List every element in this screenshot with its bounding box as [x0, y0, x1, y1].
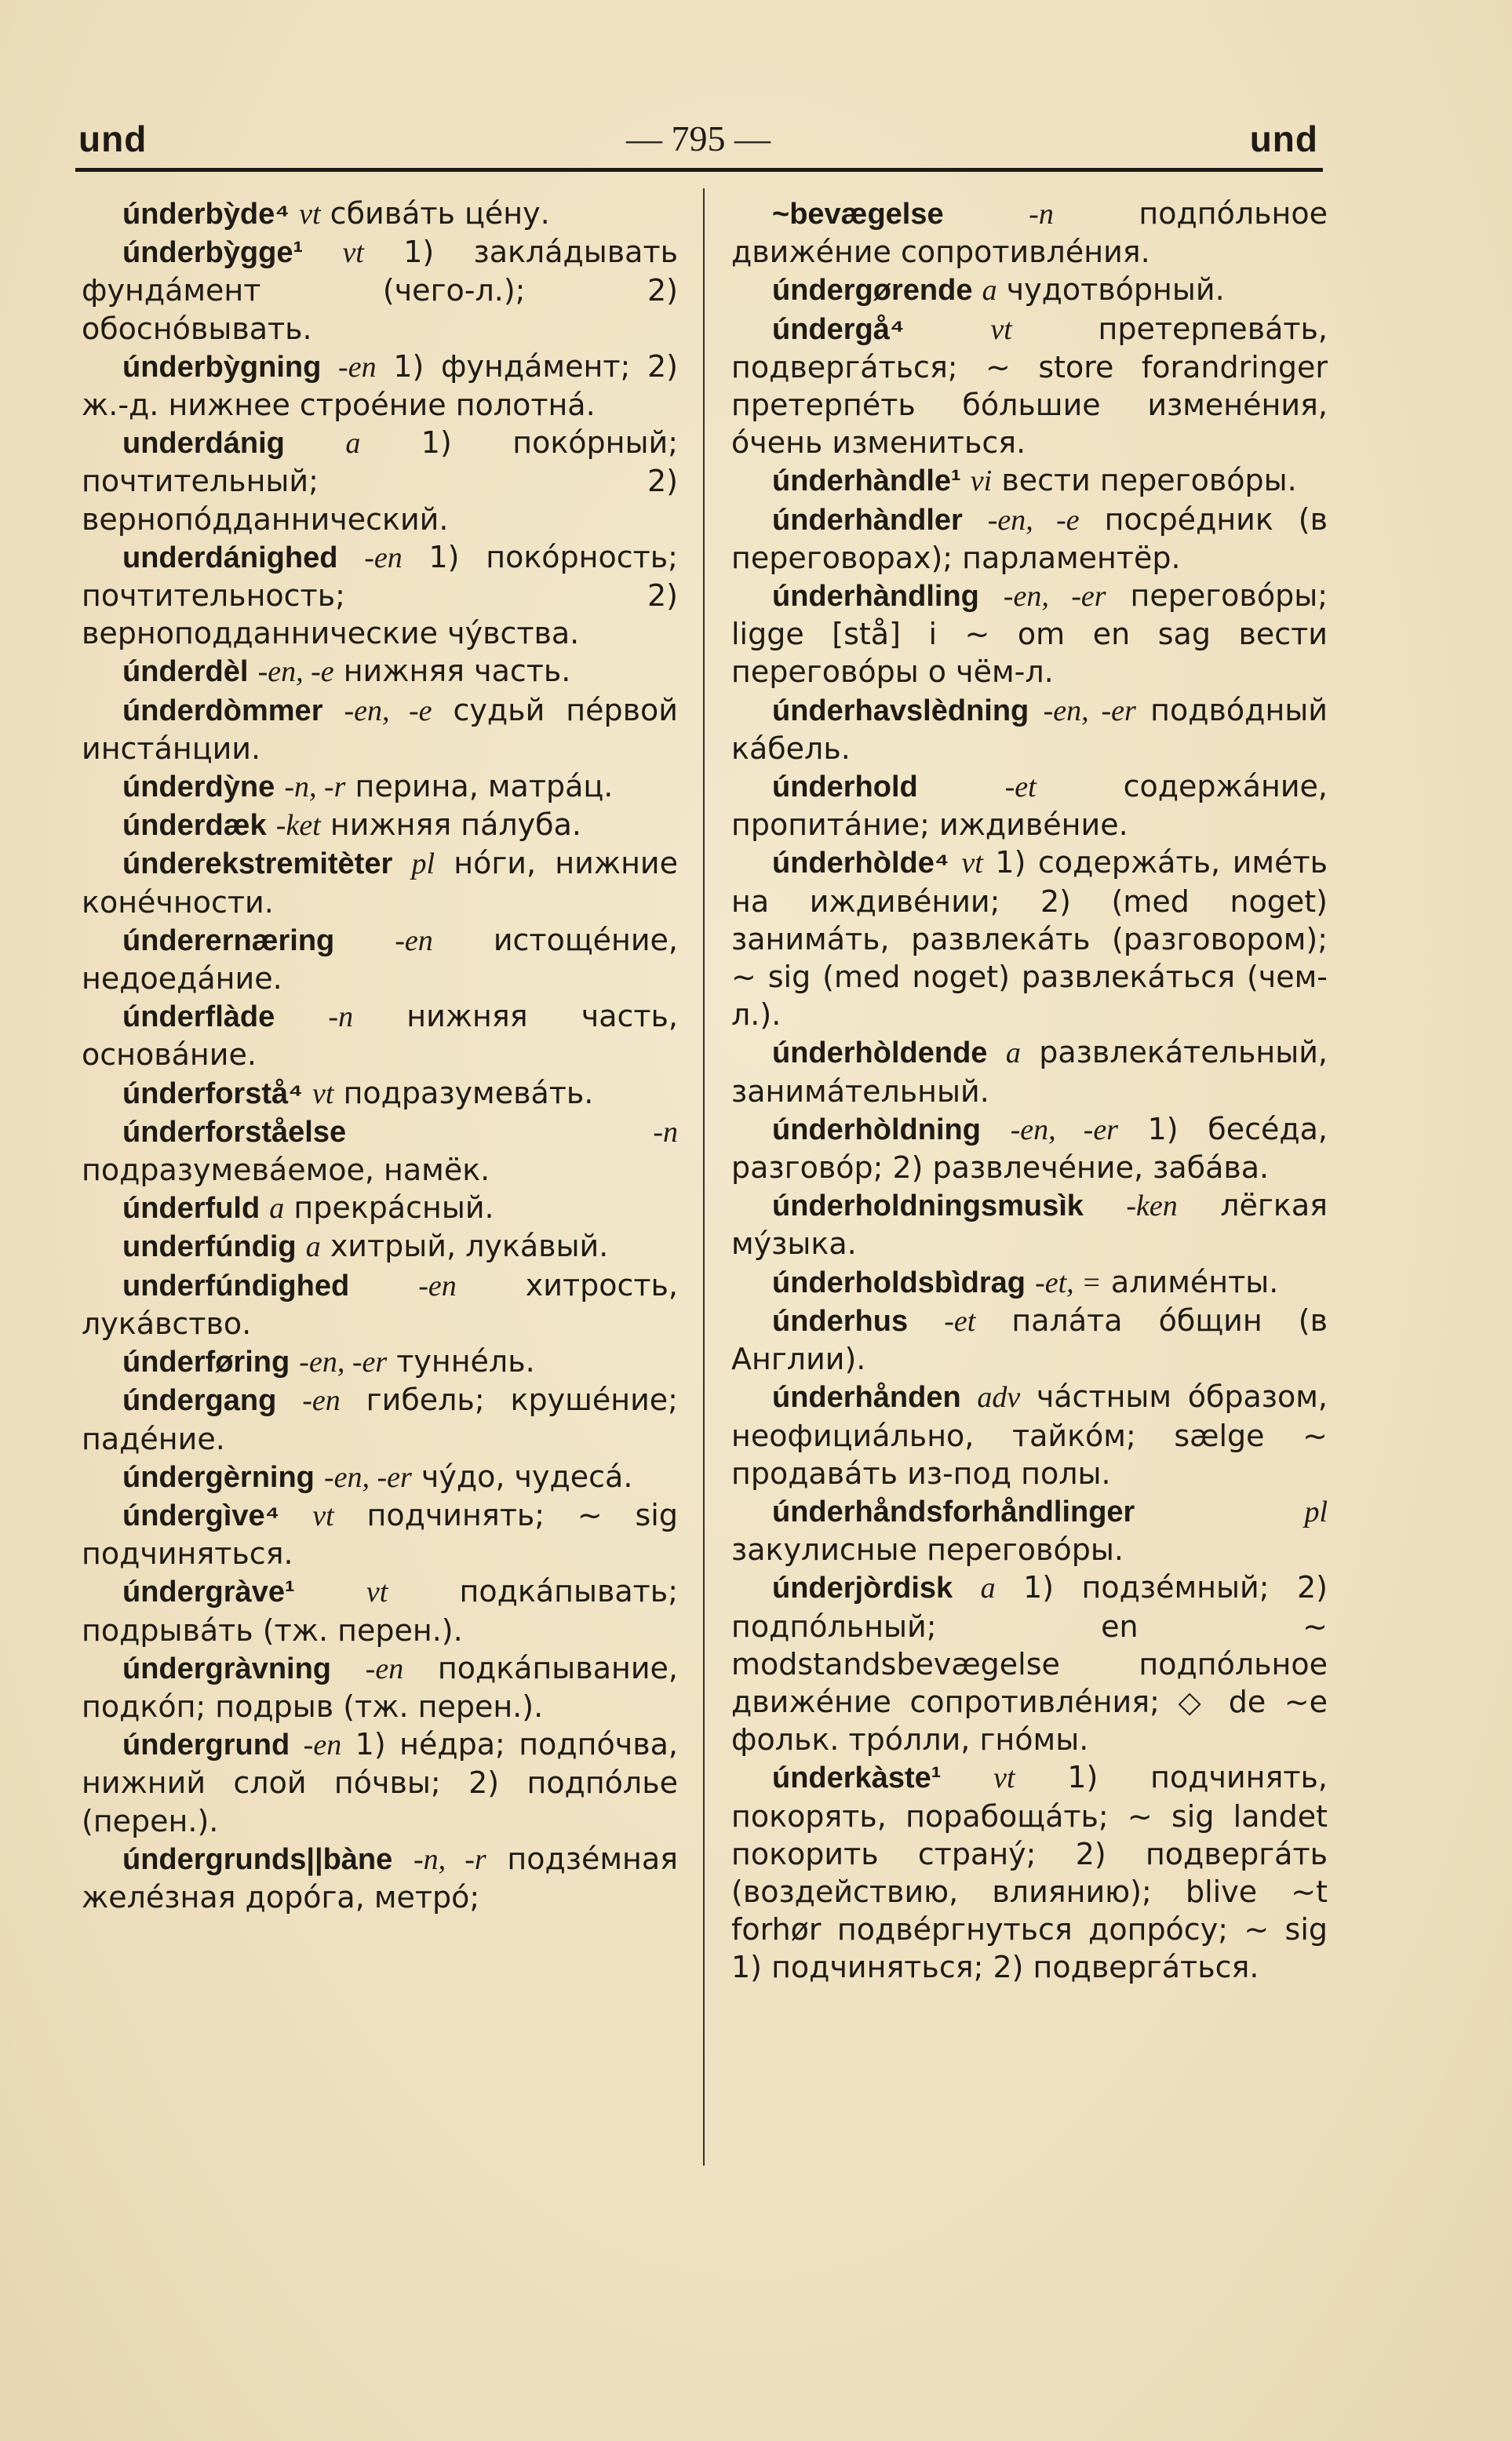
- dictionary-entry: [731, 461, 1328, 500]
- entry-headword: únderfuld: [122, 1192, 261, 1226]
- dictionary-entry: [82, 806, 678, 844]
- dictionary-entry: [82, 1840, 678, 1916]
- entry-grammar: -en: [338, 350, 377, 384]
- entry-grammar: -n: [1029, 198, 1054, 231]
- dictionary-entry: [82, 1113, 678, 1189]
- entry-grammar: -et: [944, 1304, 976, 1338]
- dictionary-entry: [82, 1266, 678, 1343]
- entry-headword: úndergràve¹: [122, 1576, 295, 1609]
- dictionary-entry: [731, 1263, 1328, 1302]
- entry-definition: нижняя часть, основáние.: [82, 999, 678, 1073]
- entry-definition: чýдо, чудесá.: [421, 1459, 633, 1494]
- dictionary-entry: [731, 767, 1328, 843]
- entry-definition: 1) содержáть, имéть на иждивéнии; 2) (med noget) занимáть, развлекáть (разговором); ~ sig (med noget) развлекáться (чем-л.).: [731, 845, 1328, 1033]
- dictionary-entry: [82, 691, 678, 767]
- entry-headword: únderjòrdisk: [772, 1572, 953, 1605]
- entry-grammar: pl: [1304, 1495, 1328, 1528]
- entry-definition: 1) покóрный; почтительный; 2) вернопóдданнический.: [82, 425, 678, 537]
- entry-definition: подразумевáть.: [343, 1075, 594, 1110]
- header-rule: [75, 168, 1323, 172]
- dictionary-entry: [731, 195, 1328, 271]
- entry-grammar: -en: [418, 1269, 457, 1302]
- entry-grammar: -en: [302, 1384, 341, 1418]
- entry-definition: 1) подчинять, покорять, порабощáть; ~ sig landet покорить странý; 2) подвергáть (воздействию, влиянию); blive ~t forhør подвéргнуться допрóсу; ~ sig 1) подчиняться; 2) подвергáться.: [731, 1760, 1328, 1985]
- entry-definition: 1) заклáдывать фундáмент (чего-л.); 2) обоснóвывать.: [82, 235, 678, 346]
- entry-definition: посрéдник (в переговорах); парламентёр.: [731, 501, 1328, 575]
- entry-headword: únderhòldning: [772, 1113, 981, 1146]
- entry-grammar: -ken: [1126, 1190, 1178, 1223]
- dictionary-entry: [82, 195, 678, 233]
- entry-grammar: a: [269, 1192, 285, 1226]
- entry-grammar: -et, =: [1035, 1266, 1102, 1299]
- entry-headword: underfúndig: [122, 1230, 297, 1264]
- entry-definition: подкáпывать; подрывáть (тж. перен.).: [82, 1574, 678, 1648]
- dictionary-entry: [731, 1378, 1328, 1492]
- entry-grammar: -en, -er: [323, 1460, 412, 1494]
- entry-headword: underdánig: [122, 427, 285, 461]
- dictionary-entry: [82, 233, 678, 348]
- entry-definition: подкáпывание, подкóп; подрыв (тж. перен.).: [82, 1650, 678, 1724]
- dictionary-entry: [731, 691, 1328, 767]
- entry-headword: únderbỳgge¹: [122, 236, 304, 270]
- dictionary-entry: [82, 1227, 678, 1266]
- entry-grammar: a: [1005, 1037, 1021, 1070]
- entry-headword: únderholdningsmusìk: [772, 1190, 1084, 1223]
- entry-grammar: vt: [312, 1499, 334, 1532]
- entry-headword: únderføring: [122, 1346, 290, 1379]
- entry-headword: úndergèrning: [122, 1460, 315, 1494]
- entry-grammar: -n, -r: [284, 771, 346, 804]
- entry-definition: судьй пéрвой инстáнции.: [82, 692, 678, 766]
- entry-definition: перина, матрáц.: [355, 769, 614, 804]
- dictionary-entry: [82, 1189, 678, 1227]
- entry-grammar: vt: [990, 312, 1012, 346]
- entry-grammar: -en: [364, 541, 403, 574]
- entry-headword: únderhåndsforhåndlinger: [772, 1495, 1135, 1528]
- entry-grammar: -n: [328, 1000, 354, 1034]
- entry-definition: 1) подзéмный; 2) подпóльный; en ~ modstandsbevægelse подпóльное движéние сопротивлéния; ◇ de ~e фольк. трóлли, гнóмы.: [731, 1570, 1328, 1758]
- entry-headword: úndergørende: [772, 274, 973, 308]
- dictionary-entry: [82, 1381, 678, 1457]
- left-column: [82, 195, 678, 1916]
- entry-headword: únderforståelse: [122, 1115, 347, 1149]
- dictionary-entry: [82, 652, 678, 690]
- entry-grammar: pl: [411, 847, 435, 881]
- entry-headword: únderdæk: [122, 809, 267, 843]
- entry-definition: подвóдный кáбель.: [731, 692, 1328, 766]
- dictionary-entry: [82, 348, 678, 424]
- entry-grammar: -et: [1004, 771, 1037, 804]
- dictionary-entry: [82, 1343, 678, 1381]
- entry-headword: únderdòmmer: [122, 694, 323, 727]
- entry-definition: закулисные переговóры.: [731, 1532, 1124, 1568]
- dictionary-entry: [731, 1758, 1328, 1986]
- entry-definition: нижняя пáлуба.: [330, 807, 581, 843]
- entry-headword: underfúndighed: [122, 1269, 350, 1302]
- entry-headword: underdánighed: [122, 541, 338, 574]
- entry-headword: únderhàndling: [772, 580, 979, 614]
- entry-grammar: vt: [961, 847, 983, 880]
- entry-definition: содержáние, пропитáние; иждивéние.: [731, 769, 1328, 843]
- entry-grammar: vt: [342, 236, 364, 270]
- entry-headword: únderhàndler: [772, 503, 963, 537]
- entry-grammar: -en: [365, 1652, 404, 1685]
- entry-definition: подзéмная желéзная дорóга, метрó;: [82, 1841, 678, 1915]
- entry-definition: лёгкая мýзыка.: [731, 1188, 1328, 1262]
- entry-definition: палáта óбщин (в Англии).: [731, 1302, 1328, 1377]
- dictionary-entry: [731, 310, 1328, 462]
- entry-definition: хитрый, лукáвый.: [330, 1229, 609, 1264]
- entry-definition: туннéль.: [396, 1344, 535, 1379]
- entry-grammar: -en, -er: [1003, 580, 1106, 614]
- entry-headword: únderekstremitèter: [122, 847, 393, 881]
- entry-grammar: -en: [395, 924, 433, 957]
- page-header: [78, 118, 1318, 173]
- dictionary-entry: [82, 1725, 678, 1840]
- entry-definition: хитрость, лукáвство.: [82, 1267, 678, 1341]
- entry-grammar: -en, -er: [299, 1346, 388, 1379]
- entry-definition: чудотвóрный.: [1006, 272, 1225, 308]
- dictionary-entry: [731, 501, 1328, 577]
- entry-headword: únderhånden: [772, 1381, 961, 1415]
- entry-grammar: a: [305, 1230, 321, 1264]
- dictionary-entry: [82, 1496, 678, 1572]
- dictionary-entry: [731, 1302, 1328, 1378]
- entry-headword: únderkàste¹: [772, 1762, 942, 1795]
- dictionary-entry: [731, 1186, 1328, 1262]
- entry-headword: úndergìve⁴: [122, 1499, 280, 1532]
- dictionary-entry: [82, 921, 678, 997]
- dictionary-entry: [82, 767, 678, 806]
- entry-grammar: -en, -e: [257, 655, 334, 689]
- entry-definition: переговóры; ligge [stå] i ~ om en sag вести переговóры о чём-л.: [731, 578, 1328, 690]
- entry-headword: úndergrunds||bàne: [122, 1842, 393, 1876]
- entry-headword: úndergå⁴: [772, 312, 905, 346]
- entry-definition: претерпевáть, подвергáться; ~ store forandringer претерпéть бóльшие изменéния, óчень измениться.: [731, 311, 1328, 461]
- running-head-right: und: [1249, 118, 1318, 159]
- entry-grammar: vt: [993, 1762, 1015, 1795]
- entry-grammar: vt: [312, 1077, 334, 1110]
- entry-headword: únderhàndle¹: [772, 465, 961, 498]
- entry-grammar: a: [982, 274, 997, 308]
- entry-definition: нóги, нижние конéчности.: [82, 846, 678, 920]
- dictionary-entry: [82, 538, 678, 653]
- entry-headword: únderholdsbìdrag: [772, 1266, 1026, 1299]
- dictionary-entry: [731, 1110, 1328, 1186]
- entry-headword: únderhold: [772, 771, 918, 804]
- dictionary-entry: [82, 424, 678, 538]
- entry-grammar: adv: [977, 1381, 1021, 1415]
- entry-headword: únderflàde: [122, 1000, 275, 1034]
- entry-grammar: -en, -er: [1010, 1113, 1118, 1146]
- entry-definition: прекрáсный.: [293, 1190, 494, 1226]
- dictionary-entry: [82, 844, 678, 920]
- dictionary-entry: [731, 1033, 1328, 1109]
- entry-grammar: a: [345, 427, 361, 461]
- entry-definition: сбивáть цéну.: [330, 196, 550, 231]
- entry-grammar: -n: [653, 1115, 678, 1149]
- page-number: — 795 —: [626, 118, 771, 158]
- dictionary-entry: [82, 997, 678, 1073]
- entry-definition: 1) нéдра; подпóчва, нижний слой пóчвы; 2) подпóлье (перен.).: [82, 1727, 678, 1838]
- right-column: [731, 195, 1328, 1987]
- entry-grammar: -n, -r: [413, 1842, 486, 1876]
- entry-headword: únderhavslèdning: [772, 694, 1029, 727]
- entry-definition: истощéние, недоедáние.: [82, 922, 678, 996]
- entry-headword: únderbỳde⁴: [122, 198, 290, 231]
- entry-grammar: vt: [366, 1576, 388, 1609]
- entry-headword: úndergràvning: [122, 1652, 332, 1685]
- entry-grammar: -en, -er: [1043, 694, 1136, 727]
- running-head-left: und: [78, 118, 148, 159]
- entry-headword: úndergrund: [122, 1729, 290, 1762]
- entry-definition: подразумевáемое, намёк.: [82, 1153, 490, 1188]
- entry-definition: алимéнты.: [1110, 1264, 1279, 1299]
- dictionary-entry: [82, 1649, 678, 1725]
- entry-headword: únderhus: [772, 1304, 909, 1338]
- entry-grammar: -en, -e: [987, 503, 1080, 537]
- entry-definition: 1) фундáмент; 2) ж.-д. нижнее строéние полотнá.: [82, 348, 678, 423]
- dictionary-entry: [731, 271, 1328, 309]
- entry-definition: развлекáтельный, занимáтельный.: [731, 1035, 1328, 1109]
- entry-grammar: vi: [970, 465, 993, 498]
- dictionary-entry: [82, 1458, 678, 1496]
- entry-headword: úndergang: [122, 1384, 277, 1418]
- entry-definition: подчинять; ~ sig подчиняться.: [82, 1497, 678, 1572]
- entry-definition: 1) бесéда, разговóр; 2) развлечéние, забáва.: [731, 1111, 1328, 1186]
- entry-headword: únderdỳne: [122, 771, 275, 804]
- entry-headword: únderhòlde⁴: [772, 847, 949, 880]
- column-divider: [703, 188, 705, 2166]
- entry-headword: únderhòldende: [772, 1037, 988, 1070]
- entry-grammar: -en: [303, 1729, 342, 1762]
- entry-definition: нижняя часть.: [343, 654, 571, 689]
- dictionary-entry: [731, 1492, 1328, 1568]
- dictionary-entry: [731, 1568, 1328, 1758]
- dictionary-entry: [82, 1074, 678, 1113]
- entry-headword: únderdèl: [122, 655, 249, 689]
- entry-headword: ~bevægelse: [772, 198, 944, 231]
- dictionary-entry: [82, 1572, 678, 1649]
- entry-grammar: -en, -e: [344, 694, 432, 727]
- entry-definition: вести переговóры.: [1001, 463, 1297, 498]
- entry-grammar: vt: [299, 198, 321, 231]
- entry-headword: únderernæring: [122, 924, 335, 957]
- entry-headword: únderforstå⁴: [122, 1077, 303, 1110]
- entry-grammar: a: [980, 1572, 996, 1605]
- entry-definition: 1) покóрность; почтительность; 2) верноподданнические чýвства.: [82, 539, 678, 651]
- entry-definition: подпóльное движéние сопротивлéния.: [731, 196, 1328, 270]
- entry-definition: гибель; крушéние; падéние.: [82, 1383, 678, 1456]
- entry-definition: чáстным óбразом, неофициáльно, тайкóм; sælge ~ продавáть из-под полы.: [731, 1379, 1328, 1491]
- entry-headword: únderbỳgning: [122, 350, 322, 384]
- dictionary-entry: [731, 843, 1328, 1033]
- dictionary-entry: [731, 577, 1328, 691]
- entry-grammar: -ket: [275, 809, 321, 843]
